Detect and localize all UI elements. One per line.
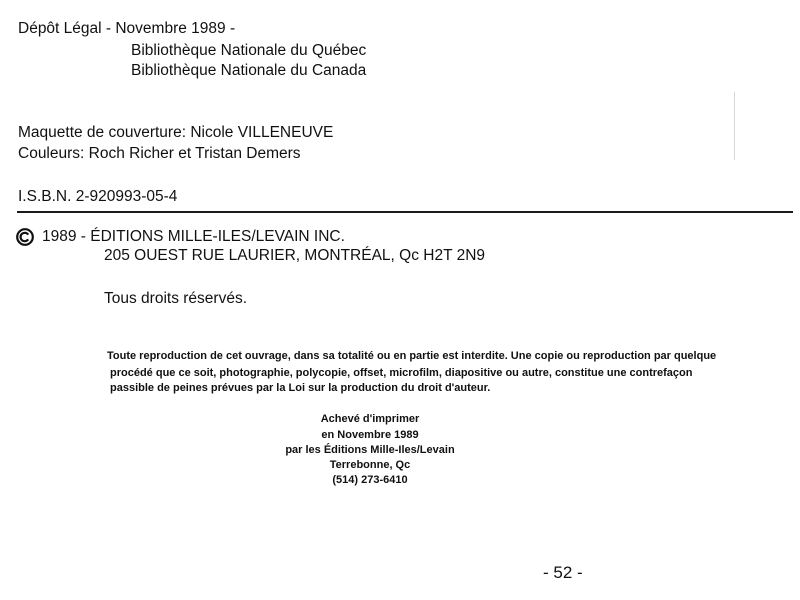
printing-line-4: Terrebonne, Qc bbox=[329, 459, 411, 471]
publisher-name: 1989 - ÉDITIONS MILLE-ILES/LEVAIN INC. bbox=[42, 228, 345, 245]
printing-line-2: en Novembre 1989 bbox=[321, 429, 419, 441]
bibliotheque-canada: Bibliothèque Nationale du Canada bbox=[131, 62, 367, 79]
cover-credit: Maquette de couverture: Nicole VILLENEUVE bbox=[18, 124, 334, 141]
scan-mark bbox=[734, 92, 735, 160]
depot-legal-line: Dépôt Légal - Novembre 1989 - bbox=[18, 20, 236, 37]
colors-credit: Couleurs: Roch Richer et Tristan Demers bbox=[18, 145, 301, 162]
publisher-address: 205 OUEST RUE LAURIER, MONTRÉAL, Qc H2T 2N9 bbox=[104, 247, 486, 264]
horizontal-rule bbox=[17, 211, 793, 213]
printing-line-5: (514) 273-6410 bbox=[332, 474, 408, 486]
printing-line-3: par les Éditions Mille-Iles/Levain bbox=[285, 444, 455, 456]
notice-line-1: Toute reproduction de cet ouvrage, dans sa totalité ou en partie est interdite. Une copie ou reproduction par quelque bbox=[107, 350, 717, 362]
notice-line-3: passible de peines prévues par la Loi sur la production du droit d'auteur. bbox=[110, 382, 491, 394]
isbn: I.S.B.N. 2-920993-05-4 bbox=[18, 188, 178, 205]
copyright-icon bbox=[16, 228, 34, 246]
notice-line-2: procédé que ce soit, photographie, polycopie, offset, microfilm, diapositive ou autre, constitue une contrefaçon bbox=[110, 367, 693, 379]
rights-reserved: Tous droits réservés. bbox=[104, 290, 247, 307]
printing-line-1: Achevé d'imprimer bbox=[320, 413, 420, 425]
page-number: - 52 - bbox=[543, 563, 583, 582]
bibliotheque-quebec: Bibliothèque Nationale du Québec bbox=[131, 42, 367, 59]
